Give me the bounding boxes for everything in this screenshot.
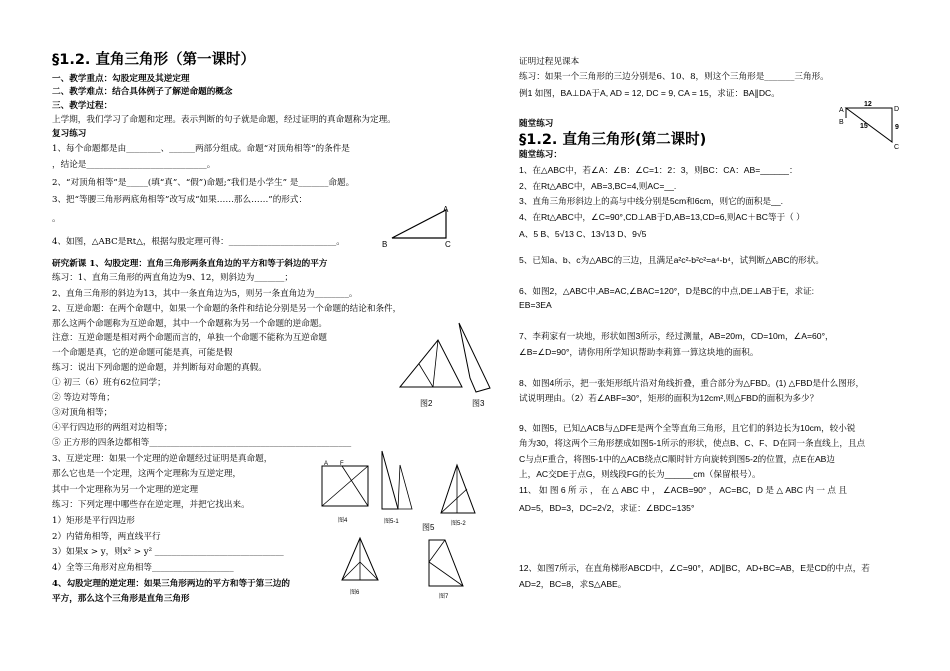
- svg-text:图5-1: 图5-1: [384, 519, 399, 525]
- svg-text:F: F: [340, 461, 344, 467]
- exercise-1: ① 初三（6）班有62位同学；: [52, 378, 166, 388]
- exercise-5: ⑤ 正方形的四条边都相等_______________________________________________: [52, 438, 352, 448]
- svg-text:B: B: [382, 240, 388, 249]
- figure-5-1: [376, 447, 418, 529]
- svg-text:A: A: [324, 461, 329, 467]
- converse-def-2: 那么这两个命题称为互逆命题，其中一个命题称为另一个命题的逆命题。: [52, 319, 328, 329]
- question-7: 7、李莉家有一块地，形状如图3所示，经过测量，AB=20m，CD=10m，∠A=60°，: [519, 331, 834, 341]
- converse-theorem-4: 练习：下列定理中哪些存在逆定理，并把它找出来。: [52, 500, 250, 510]
- figure-2: [400, 340, 462, 408]
- theorem-2: 2）内错角相等，两直线平行: [52, 532, 161, 542]
- new-lesson-heading: 研究新课 1、勾股定理：直角三角形两条直角边的平方和等于斜边的平方: [52, 259, 328, 269]
- svg-text:15: 15: [860, 123, 868, 130]
- svg-text:B: B: [839, 119, 844, 126]
- svg-text:图5: 图5: [422, 523, 435, 532]
- theorem-1: 1）矩形是平行四边形: [52, 516, 135, 526]
- theorem-3: 3）如果x > y，则x² > y² ______________________________: [52, 547, 284, 557]
- exercise-3: ③对顶角相等；: [52, 408, 113, 418]
- practice-2: 2、直角三角形的斜边为13，其中一条直角边为5，则另一条直角边为________。: [52, 289, 358, 299]
- review-q1: 1、每个命题都是由________、______两部分组成。命题“对顶角相等”的条件是: [52, 144, 350, 154]
- note-1: 注意：互逆命题是相对两个命题而言的，单独一个命题不能称为互逆命题: [52, 333, 328, 343]
- svg-text:图2: 图2: [420, 399, 433, 408]
- svg-text:D: D: [894, 106, 900, 113]
- right-triangle-figure: [380, 205, 460, 250]
- converse-theorem-3: 其中一个定理称为另一个定理的逆定理: [52, 485, 199, 495]
- svg-text:图4: 图4: [338, 518, 348, 524]
- proof-note: 证明过程见课本: [519, 57, 580, 67]
- teaching-focus: 一、教学重点：勾股定理及其逆定理: [52, 74, 190, 84]
- question-9-cont-3: 上，AC交DE于点G，则线段FG的长为______cm（保留根号）。: [519, 469, 761, 479]
- figure-7: [423, 532, 471, 604]
- note-2: 一个命题是真，它的逆命题可能是真，可能是假: [52, 348, 233, 358]
- svg-text:图7: 图7: [439, 594, 449, 600]
- question-2: 2、在Rt△ABC中，AB=3,BC=4,则AC=__.: [519, 181, 677, 191]
- review-q3-cont: 。: [52, 214, 61, 224]
- svg-text:C: C: [445, 240, 451, 249]
- process-heading: 三、教学过程：: [52, 101, 113, 111]
- page-title: §1.2. 直角三角形（第一课时）: [52, 52, 255, 68]
- question-11: 11、 如 图 6 所 示 ， 在 △ ABC 中 ， ∠ACB=90° ， AC=BC，D 是 △ ABC 内 一 点 且: [519, 485, 847, 495]
- question-8: 8、如图4所示，把一张矩形纸片沿对角线折叠，重合部分为△FBD。(1) △FBD是什么图形，: [519, 378, 865, 388]
- theorem-4: 4）全等三角形对应角相等___________________: [52, 563, 234, 573]
- review-q3: 3、把“等腰三角形两底角相等”改写成“如果……那么……”的形式：: [52, 195, 308, 205]
- question-6-cont: EB=3EA: [519, 300, 552, 310]
- second-lesson-title: §1.2. 直角三角形(第二课时): [519, 132, 707, 148]
- figure-5-2: [437, 459, 487, 529]
- exercise-4: ④平行四边形的两组对边相等；: [52, 423, 173, 433]
- question-9-cont-1: 角为30，将这两个三角形摆成如图5-1所示的形状，使点B、C、F、D在同一条直线上，且点: [519, 438, 866, 448]
- question-11-cont: AD=5，BD=3，DC=2√2，求证：∠BDC=135°: [519, 503, 695, 513]
- question-7-cont: ∠B=∠D=90°，请你用所学知识帮助李莉算一算这块地的面积。: [519, 347, 759, 357]
- svg-text:9: 9: [895, 124, 899, 131]
- converse-def-1: 2、互逆命题：在两个命题中，如果一个命题的条件和结论分别是另一个命题的结论和条件，: [52, 304, 402, 314]
- example-1: 例1 如图，BA⊥DA于A, AD = 12, DC = 9, CA = 15，求证：BA∥DC。: [519, 88, 780, 98]
- svg-text:A: A: [839, 107, 844, 114]
- intro-text: 上学期，我们学习了命题和定理。表示判断的句子就是命题，经过证明的真命题称为定理。: [52, 115, 396, 125]
- question-4-options: A、5 B、5√13 C、13√13 D、9√5: [519, 229, 647, 239]
- converse-theorem-1: 3、互逆定理：如果一个定理的逆命题经过证明是真命题，: [52, 454, 273, 464]
- question-9: 9、如图5，已知△ACB与△DFE是两个全等直角三角形，且它们的斜边长为10cm，较小锐: [519, 423, 856, 433]
- svg-text:图6: 图6: [350, 590, 360, 596]
- question-12-cont: AD=2，BC=8，求S△ABE。: [519, 579, 627, 589]
- svg-text:12: 12: [864, 101, 872, 108]
- exercise-heading: 练习：说出下列命题的逆命题，并判断每对命题的真假。: [52, 363, 267, 373]
- suitang-subheading: 随堂练习：: [519, 150, 562, 160]
- svg-text:图3: 图3: [472, 399, 485, 408]
- question-4: 4、在Rt△ABC中，∠C=90°,CD⊥AB于D,AB=13,CD=6,则AC＋BC等于（ ）: [519, 212, 805, 222]
- svg-text:A: A: [443, 205, 449, 214]
- question-1: 1、在△ABC中，若∠A：∠B：∠C=1：2：3，则BC：CA：AB=______：: [519, 165, 798, 175]
- review-q1-cont: ，结论是____________________________。: [52, 160, 216, 170]
- suitang-heading: 随堂练习: [519, 119, 554, 129]
- exercise-2: ② 等边对等角；: [52, 393, 115, 403]
- practice-triangle: 练习：如果一个三角形的三边分别是6、10、8，则这个三角形是_______三角形。: [519, 72, 829, 82]
- pythag-converse-2: 平方，那么这个三角形是直角三角形: [52, 594, 190, 604]
- review-heading: 复习练习: [52, 129, 87, 139]
- question-12: 12、如图7所示，在直角梯形ABCD中，∠C=90°，AD∥BC，AD+BC=AB，E是CD的中点，若: [519, 563, 870, 573]
- question-6: 6、如图2，△ABC中,AB=AC,∠BAC=120°，D是BC的中点,DE⊥AB于E，求证:: [519, 286, 815, 296]
- pythag-converse-1: 4、勾股定理的逆定理：如果三角形两边的平方和等于第三边的: [52, 579, 291, 589]
- review-q2: 2、“对顶角相等”是_____(填“真”、“假”)命题;“我们是小学生” 是_______命题。: [52, 178, 355, 188]
- example-1-figure: [838, 100, 908, 155]
- question-8-cont: 试说明理由。（2）若∠ABF=30°，矩形的面积为12cm²,则△FBD的面积为多少？: [519, 393, 819, 403]
- figure-6: [338, 532, 386, 604]
- practice-1: 练习：1、直角三角形的两直角边为9、12，则斜边为_______；: [52, 273, 294, 283]
- question-9-cont-2: C与点F重合，将图5-1中的△ACB绕点C顺时针方向旋转到图5-2的位置，点E在AB边: [519, 454, 836, 464]
- teaching-difficulty: 二、教学难点：结合具体例子了解逆命题的概念: [52, 87, 233, 97]
- review-q4: 4、如图，△ABC是Rt△，根据勾股定理可得：_________________________。: [52, 237, 345, 247]
- question-5: 5、已知a、b、c为△ABC的三边，且满足a²c²-b²c²=a⁴-b⁴，试判断△ABC的形状。: [519, 255, 824, 265]
- figure-4: [318, 458, 376, 528]
- question-3: 3、直角三角形斜边上的高与中线分别是5cm和6cm，则它的面积是__.: [519, 196, 784, 206]
- figure-3: [456, 320, 496, 420]
- svg-text:C: C: [894, 144, 900, 151]
- svg-text:图5-2: 图5-2: [451, 521, 466, 527]
- converse-theorem-2: 那么它也是一个定理，这两个定理称为互逆定理，: [52, 469, 242, 479]
